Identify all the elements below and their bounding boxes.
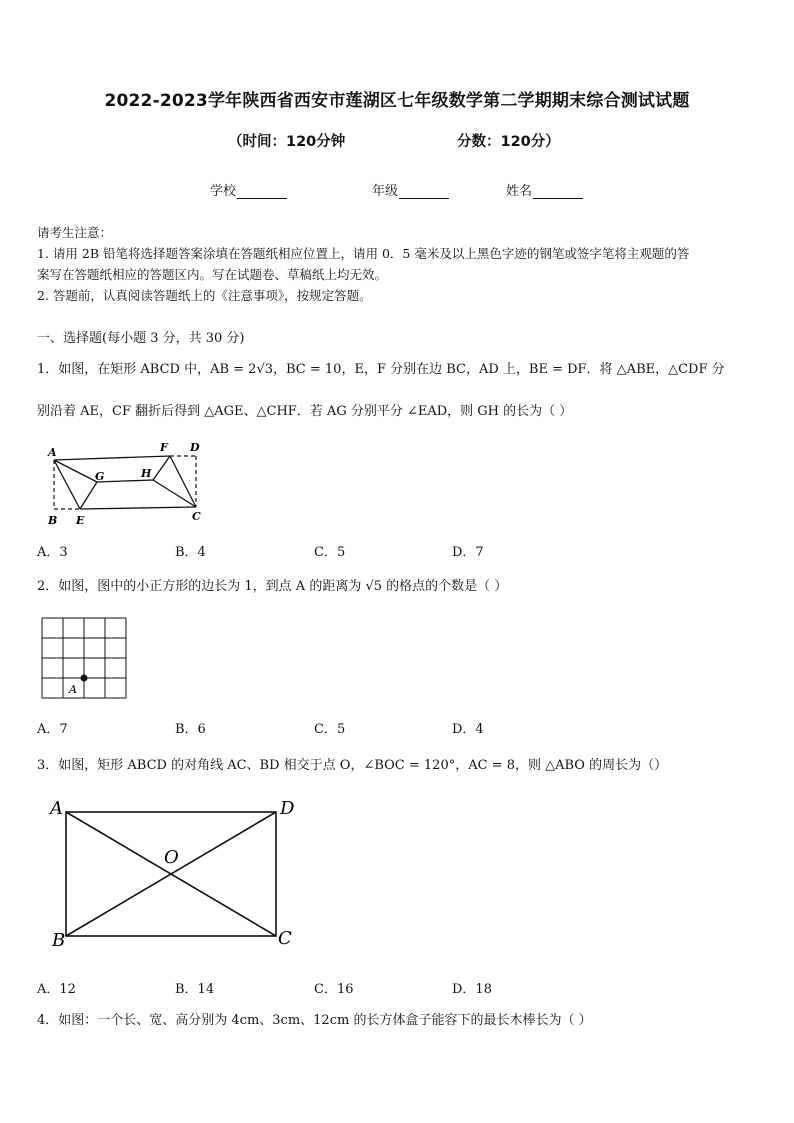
page-title: 2022-2023学年陕西省西安市莲湖区七年级数学第二学期期末综合测试试题	[104, 91, 690, 111]
score-label: 分数：120分）	[457, 134, 560, 150]
name-blank[interactable]	[533, 184, 583, 199]
q1-label-d: D	[190, 441, 200, 454]
q1-figure	[40, 436, 210, 528]
q1-line2: 别沿着 AE，CF 翻折后得到 △AGE、△CHF．若 AG 分别平分 ∠EAD，则 GH 的长为（ ）	[37, 404, 573, 419]
section-heading: 一、选择题(每小题 3 分，共 30 分)	[37, 331, 245, 346]
q1-option-a[interactable]: A．3	[37, 545, 68, 560]
time-label: （时间：120分钟	[228, 134, 346, 150]
q2-label-a: A	[69, 683, 77, 696]
q1-label-f: F	[160, 441, 168, 454]
q4-text: 4．如图：一个长、宽、高分别为 4cm、3cm、12cm 的长方体盒子能容下的最长木棒长为（ ）	[37, 1013, 592, 1028]
grade-field[interactable]	[372, 180, 449, 199]
q1-label-g: G	[95, 470, 105, 483]
q1-option-b[interactable]: B．4	[175, 545, 206, 560]
school-label: 学校	[210, 184, 237, 199]
q1-option-d[interactable]: D．7	[452, 545, 484, 560]
q3-label-a: A	[50, 798, 63, 819]
q1-label-b: B	[48, 514, 58, 527]
q3-label-c: C	[278, 928, 292, 949]
grade-blank[interactable]	[399, 184, 449, 199]
q3-text: 3．如图，矩形 ABCD 的对角线 AC、BD 相交于点 O，∠BOC = 120°，AC = 8，则 △ABO 的周长为（）	[37, 758, 668, 773]
name-field[interactable]	[506, 180, 583, 199]
q1-line1: 1．如图，在矩形 ABCD 中，AB = 2√3，BC = 10，E，F 分别在边 BC，AD 上，BE = DF．将 △ABE，△CDF 分	[37, 362, 725, 377]
name-label: 姓名	[506, 184, 533, 199]
q3-label-b: B	[52, 930, 66, 951]
q2-option-c[interactable]: C．5	[314, 722, 346, 737]
q3-option-c[interactable]: C．16	[314, 982, 354, 997]
q1-label-e: E	[76, 514, 85, 527]
q2-grid-figure	[40, 616, 130, 700]
q2-option-b[interactable]: B．6	[175, 722, 206, 737]
q1-label-a: A	[48, 446, 57, 459]
school-blank[interactable]	[237, 184, 287, 199]
q2-point-a	[81, 675, 88, 682]
q3-option-a[interactable]: A．12	[37, 982, 76, 997]
notice-heading: 请考生注意：	[37, 225, 113, 240]
school-field[interactable]	[210, 180, 287, 199]
q2-option-a[interactable]: A．7	[37, 722, 68, 737]
q1-label-h: H	[141, 467, 152, 480]
q3-option-d[interactable]: D．18	[452, 982, 492, 997]
notice-line2: 2. 答题前，认真阅读答题纸上的《注意事项》，按规定答题。	[37, 288, 372, 303]
notice-line1a: 1. 请用 2B 铅笔将选择题答案涂填在答题纸相应位置上，请用 0．5 毫米及以上黑色字迹的钢笔或签字笔将主观题的答	[37, 246, 690, 261]
notice-line1b: 案写在答题纸相应的答题区内。写在试题卷、草稿纸上均无效。	[37, 267, 388, 282]
q3-label-d: D	[280, 798, 295, 819]
q1-option-c[interactable]: C．5	[314, 545, 346, 560]
notice-block	[37, 222, 767, 306]
q3-figure	[44, 790, 304, 955]
q3-option-b[interactable]: B．14	[175, 982, 215, 997]
q1-label-c: C	[192, 510, 201, 523]
q3-label-o: O	[164, 847, 179, 868]
q2-text: 2．如图，图中的小正方形的边长为 1，到点 A 的距离为 √5 的格点的个数是（ ）	[37, 579, 508, 594]
q2-option-d[interactable]: D．4	[452, 722, 484, 737]
grade-label: 年级	[372, 184, 399, 199]
